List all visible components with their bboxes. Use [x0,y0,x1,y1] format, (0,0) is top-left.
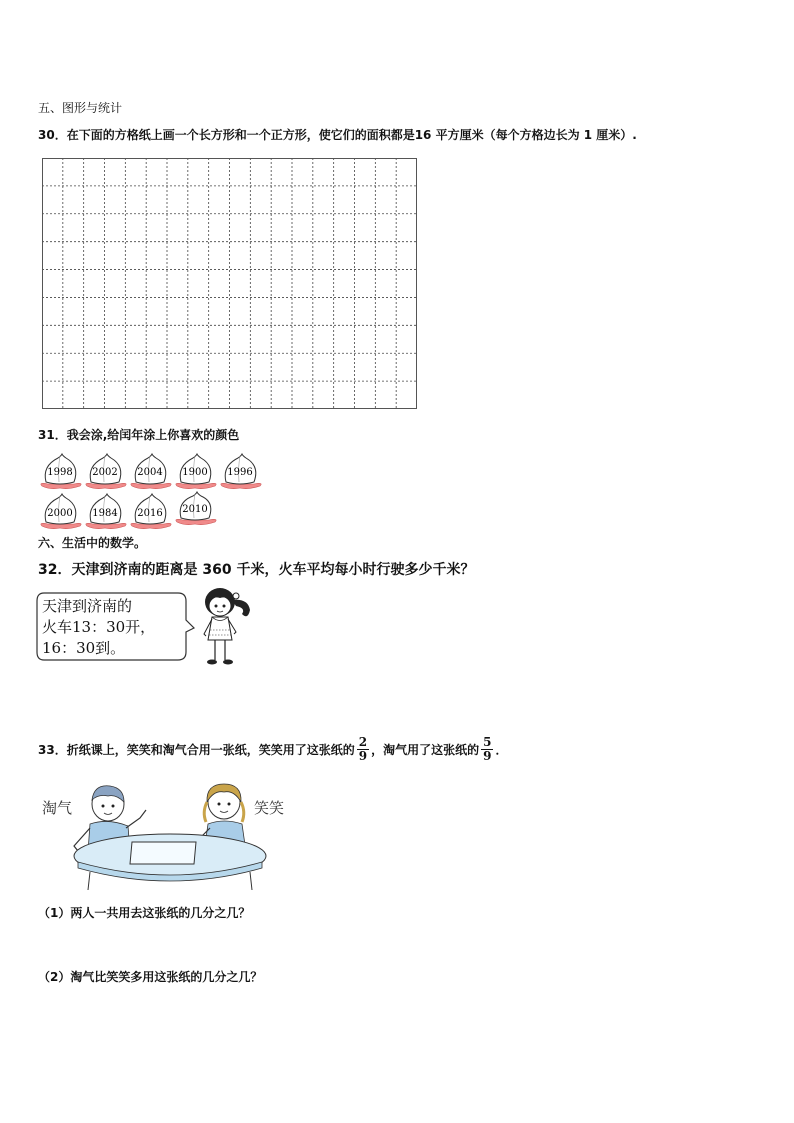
peach-icon [38,492,84,532]
peach-year-label: 2010 [182,504,208,515]
peach-icon [38,452,84,492]
peach-icon [173,452,219,492]
peach-year-label: 2004 [137,467,163,478]
grid-paper [42,158,418,410]
fraction-denominator: 9 [358,749,368,763]
bubble-line-3: 16：30到。 [42,639,126,657]
question-33-text [38,736,507,763]
fraction-5-9 [481,736,493,763]
peach-year-label: 2000 [47,508,73,519]
peach-year-label: 1998 [47,467,73,478]
peach-year-label: 2016 [137,508,163,519]
fraction-numerator: 2 [358,735,368,749]
peach-icon [173,492,219,532]
question-30-text: 30．在下面的方格纸上画一个长方形和一个正方形，使它们的面积都是16 平方厘米（每个方格边长为 1 厘米）. [38,128,637,142]
peach-icon [128,492,174,532]
peach-icon [128,452,174,492]
peach-year-label: 1900 [182,467,208,478]
peach-icon [218,452,264,492]
question-33-part-c: ． [495,743,508,757]
fraction-numerator: 5 [483,735,492,749]
question-31-text: 31．我会涂,给闰年涂上你喜欢的颜色 [38,428,240,442]
question-33-sub-1: （1）两人一共用去这张纸的几分之几？ [38,906,251,920]
peach-row-2 [38,492,228,532]
fraction-2-9 [357,736,369,763]
question-33-part-b: ，淘气用了这张纸的 [371,743,480,757]
question-33-sub-2: （2）淘气比笑笑多用这张纸的几分之几？ [38,970,263,984]
question-32-text: 32．天津到济南的距离是 360 千米，火车平均每小时行驶多少千米？ [38,562,475,578]
peach-year-label: 2002 [92,467,118,478]
peach-year-label: 1984 [92,508,118,519]
section-5-title: 五、图形与统计 [38,101,123,115]
peach-icon [83,492,129,532]
question-33-part-a: 33．折纸课上，笑笑和淘气合用一张纸，笑笑用了这张纸的 [38,743,355,757]
bubble-line-1: 天津到济南的 [42,597,133,615]
label-xiaoxiao: 笑笑 [254,799,285,817]
peach-icon [83,452,129,492]
children-table-illustration [70,776,270,894]
section-6-title: 六、生活中的数学。 [38,536,147,550]
label-taoqi: 淘气 [42,799,73,817]
bubble-line-2: 火车13：30开， [42,618,156,636]
fraction-denominator: 9 [483,749,492,763]
girl-illustration [196,584,260,670]
peach-row-1 [38,452,270,492]
peach-year-label: 1996 [227,467,253,478]
